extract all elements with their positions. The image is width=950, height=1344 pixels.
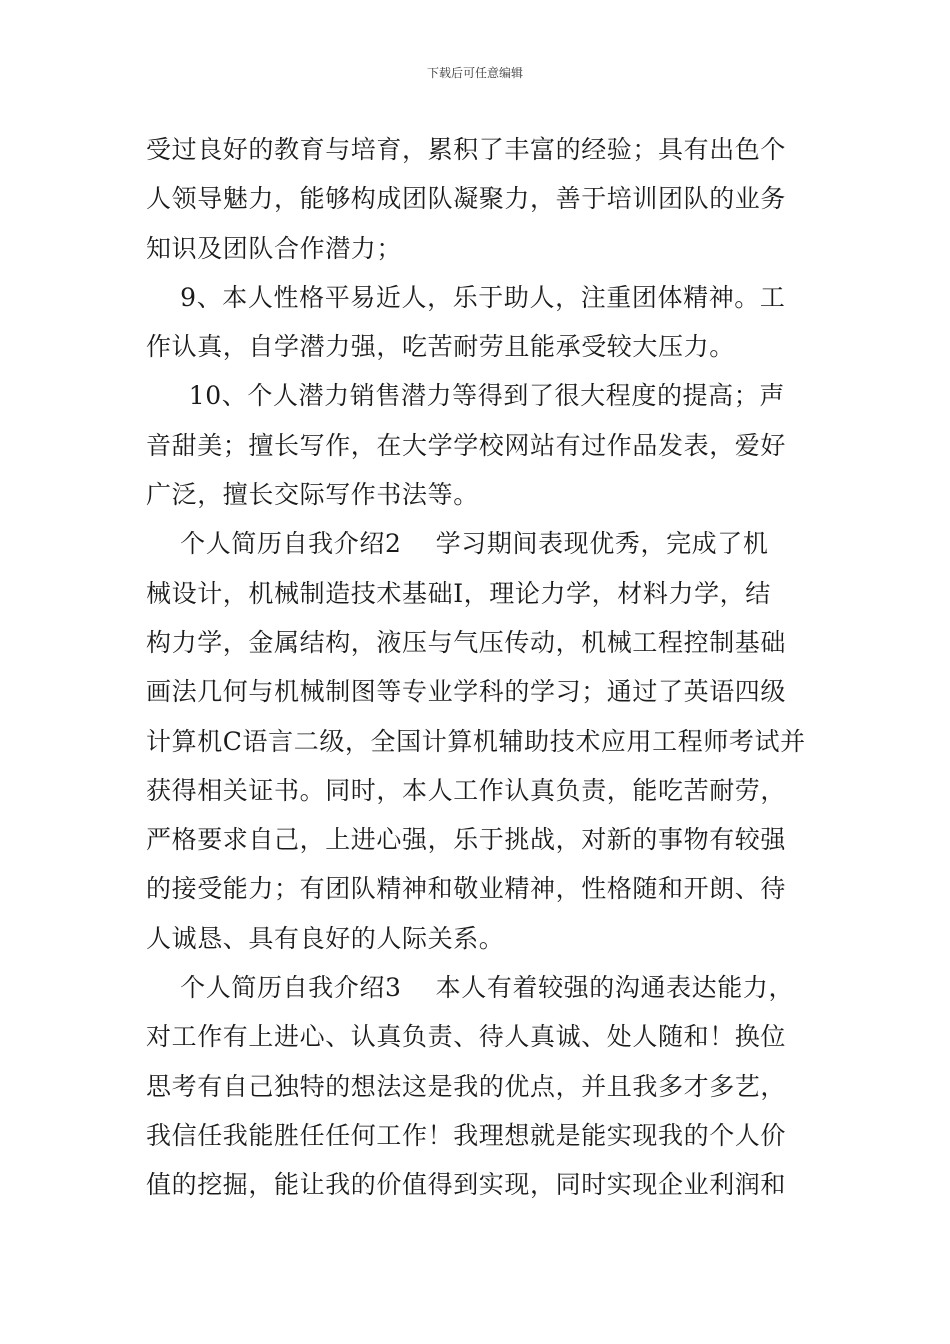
text-line: 计算机C语言二级，全国计算机辅助技术应用工程师考试并 xyxy=(146,726,806,756)
text-line: 对工作有上进心、认真负责、待人真诚、处人随和！换位 xyxy=(146,1022,787,1052)
text-line: 获得相关证书。同时，本人工作认真负责，能吃苦耐劳， xyxy=(146,775,787,805)
text-line: 械设计，机械制造技术基础Ⅰ，理论力学，材料力学，结 xyxy=(146,578,771,608)
text-line: 值的挖掘，能让我的价值得到实现，同时实现企业利润和 xyxy=(146,1170,787,1200)
text-line: 受过良好的教育与培育，累积了丰富的经验；具有出色个 xyxy=(146,135,787,164)
text-line: 广泛，擅长交际写作书法等。 xyxy=(146,480,479,510)
text-line: 思考有自己独特的想法这是我的优点，并且我多才多艺， xyxy=(146,1071,787,1101)
document-body xyxy=(146,125,811,1210)
text-line: 人诚恳、具有良好的人际关系。 xyxy=(146,923,505,953)
text-line: 画法几何与机械制图等专业学科的学习；通过了英语四级 xyxy=(146,677,787,707)
text-line: 我信任我能胜任任何工作！我理想就是能实现我的个人价 xyxy=(146,1120,787,1150)
text-line: 音甜美；擅长写作，在大学学校网站有过作品发表，爱好 xyxy=(146,430,787,460)
text-line: 人领导魅力，能够构成团队凝聚力，善于培训团队的业务 xyxy=(146,184,787,214)
text-line: 作认真，自学潜力强，吃苦耐劳且能承受较大压力。 xyxy=(146,332,735,362)
text-line: 知识及团队合作潜力； xyxy=(146,233,403,263)
text-line: 构力学，金属结构，液压与气压传动，机械工程控制基础 xyxy=(146,627,787,657)
page-header: 下载后可任意编辑 xyxy=(426,66,523,80)
text-line: 9、本人性格平易近人，乐于助人，注重团体精神。工 xyxy=(146,282,786,312)
text-line: 10、个人潜力销售潜力等得到了很大程度的提高；声 xyxy=(146,381,785,411)
text-line: 个人简历自我介绍2 学习期间表现优秀，完成了机 xyxy=(146,529,769,559)
text-line: 的接受能力；有团队精神和敬业精神，性格随和开朗、待 xyxy=(146,874,787,904)
text-line: 个人简历自我介绍3 本人有着较强的沟通表达能力， xyxy=(146,973,795,1003)
text-line: 严格要求自己，上进心强，乐于挑战，对新的事物有较强 xyxy=(146,825,787,855)
